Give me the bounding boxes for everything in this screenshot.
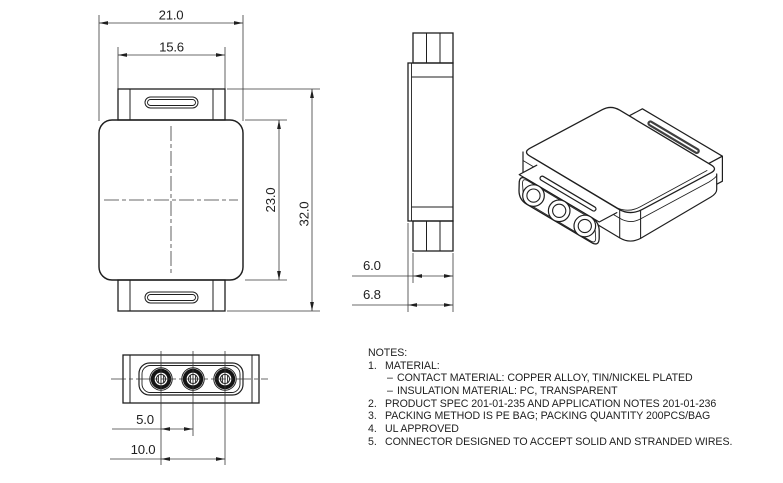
- note-text: MATERIAL:: [385, 359, 440, 372]
- note-text: CONTACT MATERIAL: COPPER ALLOY, TIN/NICKEL PLATED: [397, 372, 693, 385]
- extension-lines: [99, 15, 320, 311]
- iso-contact-hole-3: [574, 215, 596, 237]
- note-item-5: 5. CONNECTOR DESIGNED TO ACCEPT SOLID AND STRANDED WIRES.: [368, 435, 733, 448]
- dim-front-overall-width: [99, 8, 243, 25]
- isometric-view: [519, 107, 722, 244]
- note-item-1b: – INSULATION MATERIAL: PC, TRANSPARENT: [387, 384, 618, 397]
- side-body: [408, 63, 453, 221]
- side-view: [352, 33, 453, 312]
- front-view: [99, 8, 320, 312]
- dim-label-tab-width: 15.6: [159, 39, 184, 55]
- note-item-1: 1. MATERIAL:: [368, 359, 440, 372]
- dim-label-overall-height: 32.0: [296, 201, 312, 227]
- note-text: INSULATION MATERIAL: PC, TRANSPARENT: [397, 384, 618, 397]
- notes: [368, 347, 768, 448]
- dim-side-tab-thickness: [352, 258, 453, 278]
- front-bottom-tab: [118, 280, 225, 311]
- dim-label-body-height: 23.0: [263, 187, 278, 213]
- iso-contact-hole-1: [523, 185, 545, 207]
- front-top-tab: [118, 89, 225, 120]
- dim-label-body-thickness: 6.8: [363, 287, 381, 302]
- dim-bottom-contact-span: [110, 442, 225, 461]
- iso-contact-hole-2: [548, 200, 570, 222]
- dim-side-body-thickness: [352, 287, 453, 307]
- note-item-3: 3. PACKING METHOD IS PE BAG; PACKING QUANTITY 200PCS/BAG: [368, 410, 711, 423]
- notes-title: NOTES:: [368, 347, 408, 359]
- note-text: PACKING METHOD IS PE BAG; PACKING QUANTITY 200PCS/BAG: [385, 410, 711, 423]
- dim-label-tab-thickness: 6.0: [363, 258, 381, 273]
- dim-front-body-height: [263, 120, 281, 280]
- dim-bottom-contact-pitch: [112, 412, 193, 431]
- note-item-4: 4. UL APPROVED: [368, 422, 459, 435]
- bottom-view: [110, 351, 268, 465]
- dim-front-tab-width: [118, 40, 225, 57]
- side-bottom-tab: [413, 221, 453, 251]
- dim-label-contact-span: 10.0: [130, 442, 156, 457]
- dim-label-contact-pitch: 5.0: [136, 412, 154, 427]
- note-text: CONNECTOR DESIGNED TO ACCEPT SOLID AND STRANDED WIRES.: [385, 435, 733, 448]
- latch-slot: [145, 292, 198, 303]
- note-item-1a: – CONTACT MATERIAL: COPPER ALLOY, TIN/NICKEL PLATED: [387, 372, 693, 385]
- dim-front-overall-height: [297, 89, 314, 311]
- dim-label-overall-width: 21.0: [158, 7, 184, 23]
- note-text: UL APPROVED: [385, 422, 459, 435]
- latch-slot: [145, 97, 198, 108]
- centerlines: [104, 126, 238, 274]
- note-text: PRODUCT SPEC 201-01-235 AND APPLICATION NOTES 201-01-236: [385, 397, 717, 410]
- side-top-tab: [413, 33, 453, 63]
- note-item-2: 2. PRODUCT SPEC 201-01-235 AND APPLICATION NOTES 201-01-236: [368, 397, 717, 410]
